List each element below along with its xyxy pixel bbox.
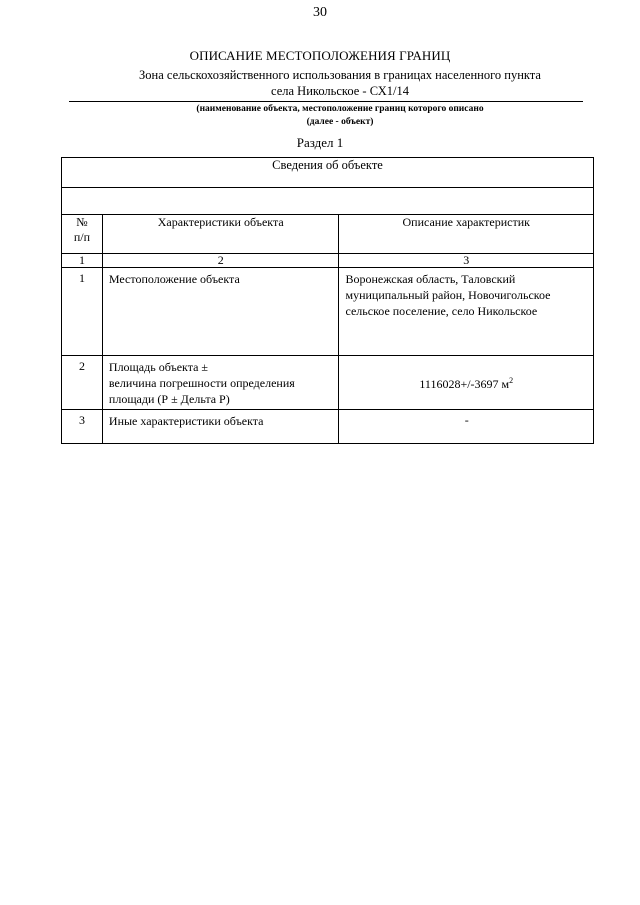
object-name-line-1: Зона сельскохозяйственного использования в границах населенного пункта xyxy=(139,68,541,82)
table-row xyxy=(62,268,594,356)
field-caption-line-1: (наименование объекта, местоположение границ которого описано xyxy=(196,104,484,114)
characteristic-line: Иные характеристики объекта xyxy=(108,414,264,428)
object-info-table xyxy=(61,157,594,444)
column-number: 2 xyxy=(102,254,339,268)
column-number: 1 xyxy=(62,254,103,268)
table-blank-row xyxy=(62,188,594,215)
object-name xyxy=(60,67,620,99)
column-header-num-line-1: № xyxy=(76,215,88,229)
row-number: 3 xyxy=(62,410,103,444)
characteristic-line: Площадь объекта ± xyxy=(108,360,209,374)
document-title: ОПИСАНИЕ МЕСТОПОЛОЖЕНИЯ ГРАНИЦ xyxy=(189,48,451,63)
row-number: 2 xyxy=(62,356,103,410)
description-line: муниципальный район, Новочигольское xyxy=(345,288,551,302)
table-blank-cell xyxy=(62,188,594,215)
object-name-line-2: села Никольское - СХ1/14 xyxy=(271,84,409,98)
column-number-row xyxy=(62,254,594,268)
page-number: 30 xyxy=(313,5,327,20)
area-value: 1116028+/-3697 м xyxy=(419,377,510,391)
row-description xyxy=(339,356,594,410)
table-header: Сведения об объекте xyxy=(62,158,594,188)
field-caption xyxy=(60,103,620,129)
row-description: - xyxy=(339,410,594,444)
column-number: 3 xyxy=(339,254,594,268)
characteristic-line: величина погрешности определения xyxy=(108,376,295,390)
description-line: сельское поселение, село Никольское xyxy=(345,304,538,318)
row-characteristic xyxy=(102,410,339,444)
table-row xyxy=(62,356,594,410)
row-characteristic xyxy=(102,268,339,356)
area-unit-exponent: 2 xyxy=(509,376,514,385)
column-header-characteristics: Характеристики объекта xyxy=(102,215,339,254)
underline-rule xyxy=(69,101,583,102)
column-header-row xyxy=(62,215,594,254)
characteristic-line: площади (Р ± Дельта Р) xyxy=(108,392,230,406)
column-header-num-line-2: п/п xyxy=(73,230,91,244)
description-line: Воронежская область, Таловский xyxy=(345,272,516,286)
row-description xyxy=(339,268,594,356)
row-number: 1 xyxy=(62,268,103,356)
section-title: Раздел 1 xyxy=(296,135,344,150)
column-header-num xyxy=(62,215,103,254)
column-header-description: Описание характеристик xyxy=(339,215,594,254)
characteristic-line: Местоположение объекта xyxy=(108,272,240,286)
table-row xyxy=(62,410,594,444)
field-caption-line-2: (далее - объект) xyxy=(306,117,374,127)
row-characteristic xyxy=(102,356,339,410)
table-header-row xyxy=(62,158,594,188)
